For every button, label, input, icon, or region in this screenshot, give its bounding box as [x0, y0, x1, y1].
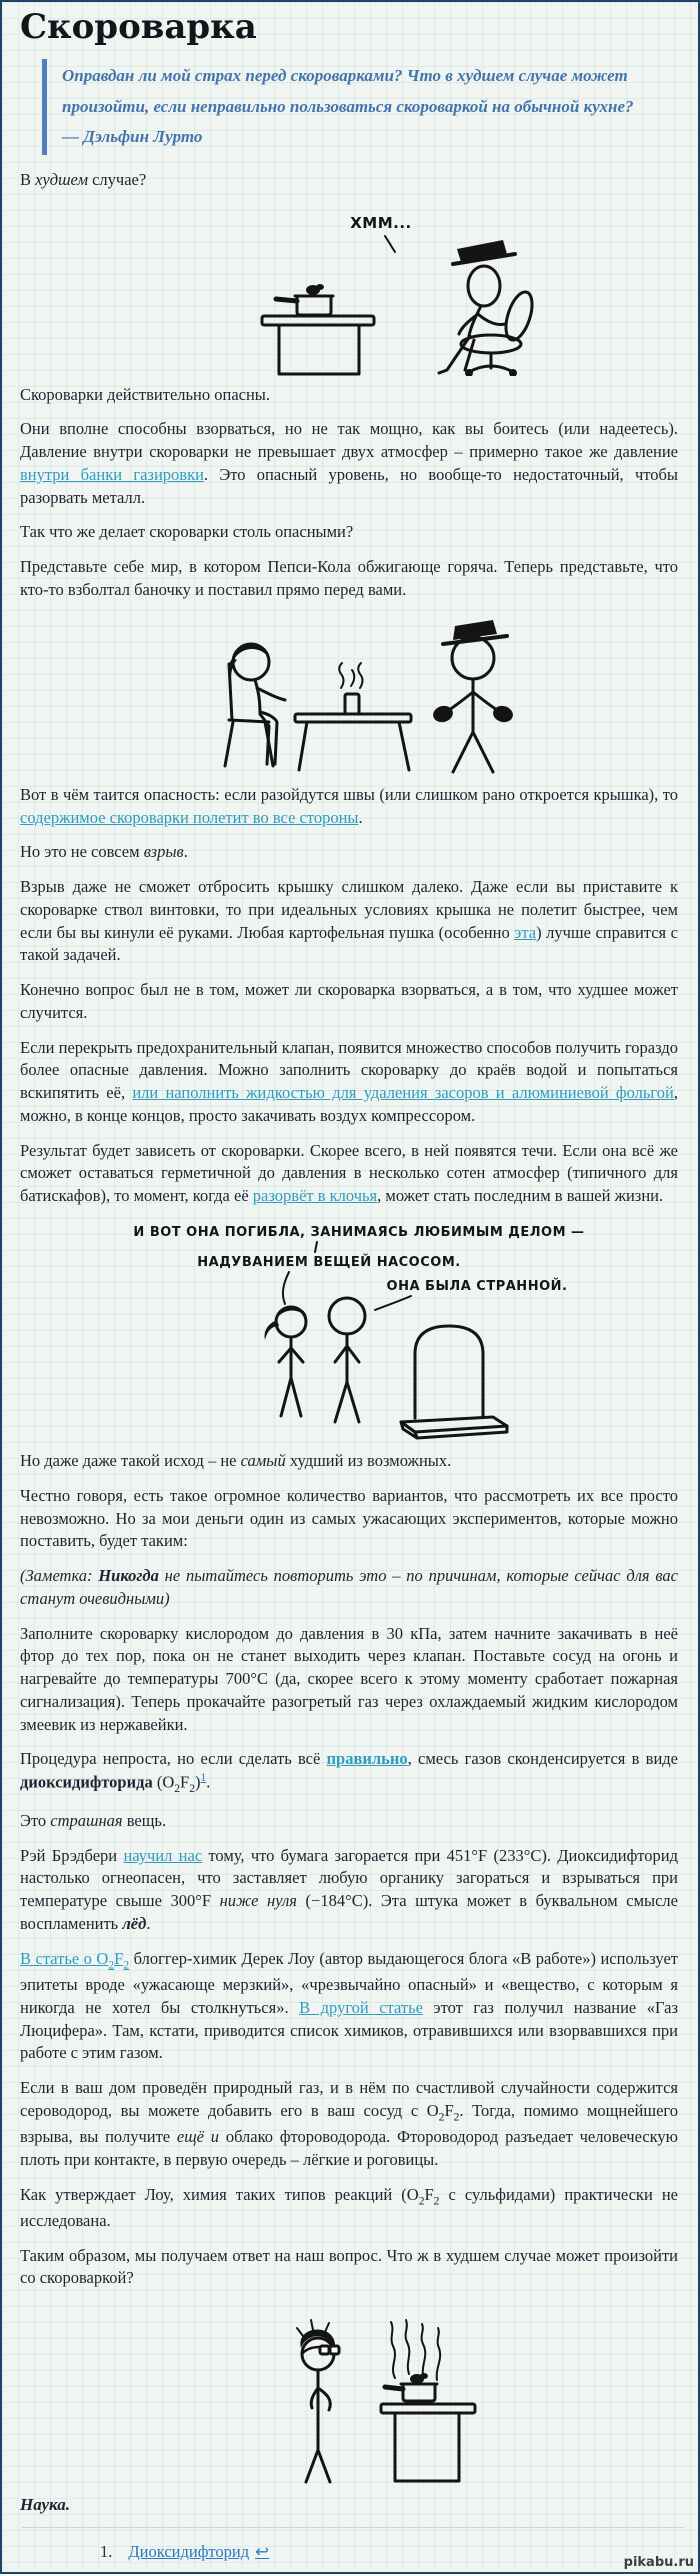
table-leg	[399, 722, 409, 770]
steam	[391, 2322, 395, 2378]
o2f2-article-link[interactable]: F	[114, 1948, 124, 1968]
o2f2-article-link[interactable]: 2	[123, 1959, 130, 1972]
text-run: . Это опасный уровень, но вообще-то недостаточный, чтобы разорвать металл.	[20, 464, 678, 507]
paragraph	[20, 2077, 678, 2172]
text-run: Они вполне способны взорваться, но не так мощно, как вы боитесь (или надеетесь). Давление внутри скороварки не превышает двух атмосфер – примерно такое же давление	[20, 419, 678, 462]
paragraph	[20, 876, 678, 967]
text-run: 2	[418, 2194, 425, 2207]
text-run: страшная	[50, 1810, 123, 1830]
drain-cleaner-link[interactable]: или наполнить жидкостью для удаления засоров и алюминиевой фольгой	[132, 1083, 674, 1103]
science-label: Наука.	[20, 2495, 70, 2515]
pot-handle	[385, 2387, 403, 2389]
text-run: ниже нуля	[219, 1891, 297, 1911]
chair-seat	[229, 720, 269, 722]
speech-pointer	[385, 236, 395, 252]
footnote-marker: 1.	[100, 2542, 113, 2561]
man-leg	[453, 732, 473, 772]
footnotes-section	[2, 2527, 698, 2572]
paragraph	[20, 841, 678, 864]
correctly-link[interactable]: правильно	[326, 1749, 408, 1769]
paragraph	[20, 1140, 678, 1208]
man-arm	[335, 1346, 347, 1362]
footnote-ref-link[interactable]: 1	[200, 1772, 207, 1785]
comic-caption: НАДУВАНИЕМ ВЕЩЕЙ НАСОСОМ.	[197, 1255, 461, 1271]
comic-pondering-cooker	[29, 204, 669, 376]
text-run: худшем	[35, 169, 88, 189]
text-run: .	[206, 1772, 211, 1792]
text-run: . Тогда, помимо мощнейшего взрыва, вы получите	[20, 2100, 679, 2147]
text-run: с сульфидами) практически не исследована.	[20, 2184, 678, 2230]
footnote-list	[20, 2542, 686, 2562]
potato-cannon-link[interactable]: эта	[514, 922, 537, 942]
scientist-leg	[318, 2450, 330, 2482]
table-pedestal	[395, 2413, 459, 2481]
chair-wheel	[467, 370, 472, 375]
speech-pointer	[283, 1272, 289, 1304]
goggles	[330, 2346, 339, 2354]
steam	[339, 663, 343, 688]
woman-arm	[257, 688, 285, 700]
text-run: Никогда	[98, 1566, 159, 1586]
paragraph	[20, 1810, 678, 1833]
pressure-cooker-pot	[297, 296, 331, 315]
text-run: .	[183, 842, 188, 862]
paragraph	[20, 979, 678, 1025]
footnote-return-link[interactable]: ↩	[255, 2542, 269, 2561]
chair-back	[229, 664, 232, 720]
text-run: Скороварки действительно опасны.	[20, 384, 271, 404]
text-run: (O	[152, 1772, 175, 1792]
pot-handle	[276, 299, 297, 301]
text-run: В	[20, 169, 36, 189]
text-run: .	[146, 1913, 151, 1933]
text-run: вещь.	[122, 1810, 167, 1830]
man-leg	[347, 1382, 359, 1422]
text-run: Это	[20, 1810, 51, 1830]
page-title: Скороварка	[20, 7, 257, 47]
speech-hmm: ХММ...	[350, 213, 412, 232]
taught-us-link[interactable]: научил нас	[123, 1845, 203, 1865]
chair-wheel	[511, 370, 516, 375]
article-content	[2, 2, 698, 2515]
text-run: ещё и	[176, 2127, 220, 2147]
text-run: Вот в чём таится опасность: если разойдутся швы (или слишком рано откроется крышка), то	[20, 784, 678, 804]
text-run: облако фтороводорода. Фтороводород разъедает человеческую плоть при контакте, в первую очередь – лёгкие и роговицы.	[20, 2127, 678, 2169]
quote-text: Оправдан ли мой страх перед скороварками? Что в худшем случае может произойти, если неправильно пользоваться скороваркой на обычной кухне?	[62, 66, 634, 116]
paragraph	[20, 1748, 678, 1797]
scientist-arm	[318, 2388, 330, 2410]
text-run: F	[444, 2100, 454, 2120]
footnote-item	[100, 2542, 686, 2562]
text-run: Процедура непроста, но если сделать всё	[20, 1749, 327, 1769]
pressure-cooker-pot	[403, 2384, 435, 2401]
o2f2-article-link[interactable]: В статье о O	[20, 1948, 109, 1968]
woman-hair	[277, 1307, 307, 1318]
text-run: Но это не совсем	[20, 842, 144, 862]
comic-caption: И ВОТ ОНА ПОГИБЛА, ЗАНИМАЯСЬ ЛЮБИМЫМ ДЕЛОМ —	[133, 1225, 585, 1241]
watermark: pikabu.ru	[623, 2555, 694, 2570]
paragraph	[20, 1623, 678, 1737]
text-run: Таким образом, мы получаем ответ на наш вопрос. Что ж в худшем случае может произойти со скороваркой?	[20, 2245, 678, 2288]
paragraph	[20, 169, 678, 192]
paragraph	[20, 1485, 678, 1553]
text-run: 2	[189, 1783, 196, 1795]
steam	[351, 670, 354, 686]
text-run: Заполните скороварку кислородом до давления в 30 кПа, затем начните закачивать в неё фтор до тех пор, пока он не станет выходить через клапан. Поставьте сосуд на огонь и нагревайте до температуры 700°C (да, скорее всего к этому моменту сработает пожарная сигнализация). Теперь прокачайте разогретый газ через охлаждаемый жидким кислородом змеевик из нержавейки.	[20, 1623, 678, 1734]
paragraph	[20, 521, 678, 544]
text-run: ) лучше справится с такой задачей.	[20, 922, 678, 965]
paragraph	[20, 784, 678, 830]
speech-she-was-weird: ОНА БЫЛА СТРАННОЙ.	[386, 1279, 568, 1295]
steam	[406, 2320, 410, 2374]
paragraph	[20, 384, 678, 407]
steam	[358, 663, 362, 688]
text-run: , может стать последним в вашей жизни.	[377, 1186, 664, 1206]
o2f2-article-link[interactable]: 2	[108, 1959, 115, 1972]
comic-gravestone	[29, 1220, 669, 1442]
text-run: Но даже даже такой исход – не	[20, 1451, 241, 1471]
text-run: , смесь газов сконденсируется в виде	[407, 1749, 678, 1769]
man-leg	[335, 1382, 347, 1422]
caption-connector	[315, 1242, 317, 1252]
man-arm	[473, 692, 497, 710]
paragraph	[20, 2245, 678, 2291]
text-run: лёд	[122, 1913, 147, 1933]
paragraph	[20, 1037, 678, 1128]
gravestone-base	[401, 1417, 507, 1432]
man-arm	[347, 1346, 359, 1362]
steam	[422, 2324, 426, 2376]
text-run: 2	[433, 2194, 440, 2207]
text-run: самый	[240, 1451, 286, 1471]
gravestone	[415, 1326, 483, 1418]
woman-leg	[281, 1378, 291, 1416]
paragraph	[20, 1948, 678, 2065]
text-run: тому, что бумага загорается при 451°F (233°C). Диоксидифторид настолько огнеопасен, что заставляет любую органику загораться и взрываться при температуре свыше 300°F	[20, 1845, 678, 1911]
table-pedestal	[279, 325, 359, 374]
woman-body	[255, 680, 260, 712]
man-head	[329, 1298, 365, 1334]
text-run: F	[424, 2184, 434, 2204]
comic-hot-soda	[29, 614, 669, 776]
text-run: Представьте себе мир, в котором Пепси-Кола обжигающе горяча. Теперь представьте, что кто-то взболтал баночку и поставил прямо перед вами.	[20, 557, 678, 599]
text-run: Честно говоря, есть такое огромное количество вариантов, что рассмотреть их все просто невозможно. Но за мои деньги один из самых ужасающих экспериментов, которые можно поставить, будет таким:	[20, 1485, 678, 1551]
text-run: худший из возможных.	[285, 1451, 452, 1471]
text-run: Если перекрыть предохранительный клапан, появится множество способов получить гораздо более опасные давления. Можно заполнить скороварку до краёв водой и попытаться вскипятить её,	[20, 1037, 678, 1103]
text-run: 2	[453, 2111, 460, 2124]
text-run: не пытайтесь повторить это – по причинам, которые сейчас для вас станут очевидными)	[20, 1566, 678, 1608]
another-article-link[interactable]: В другой статье	[299, 1997, 423, 2017]
question-quote	[42, 59, 650, 155]
torn-to-shreds-link[interactable]: разорвёт в клочья	[252, 1186, 378, 1206]
speech-pointer	[375, 1296, 411, 1310]
text-run: , можно, в конце концов, просто закачивать воздух компрессором.	[20, 1083, 678, 1125]
man-head	[452, 637, 494, 679]
text-run: Так что же делает скороварки столь опасными?	[20, 522, 354, 542]
table-leg	[299, 722, 307, 770]
pot-knob-small	[316, 284, 324, 290]
text-run: (−184°C). Эта штука может в буквальном смысле воспламенить	[20, 1891, 678, 1933]
paragraph	[20, 1565, 678, 1611]
chair-leg	[225, 722, 233, 766]
text-run: Если в ваш дом проведён природный газ, и в нём по счастливой случайности содержится сероводород, вы можете добавить его в ваш сосуд с O	[20, 2078, 678, 2120]
text-run: .	[358, 807, 363, 827]
woman-leg	[291, 1378, 301, 1416]
soda-can	[345, 694, 359, 714]
footnote-divider	[22, 2527, 684, 2528]
text-run: 2	[174, 1783, 181, 1795]
leg-back	[465, 340, 474, 370]
gravestone-base-front	[401, 1422, 417, 1438]
footnote-dioxygen-link[interactable]: Диоксидифторид	[128, 2542, 250, 2561]
paragraph	[20, 1450, 678, 1473]
text-run: F	[180, 1772, 190, 1792]
scientist-leg	[306, 2450, 318, 2482]
text-run: (Заметка:	[20, 1566, 99, 1586]
woman-arm	[279, 1348, 291, 1362]
text-run: блоггер-химик Дерек Лоу (автор выдающегося блога «В работе») использует эпитеты вроде «ужасающе мерзкий», «чрезвычайно опасный» и «вещество, с которым я никогда не хотел бы столкнуться».	[20, 1948, 678, 2017]
text-run: Как утверждает Лоу, химия таких типов реакций (O	[20, 2184, 419, 2204]
quote-attribution: — Дэльфин Лурто	[62, 127, 203, 147]
goggles	[320, 2346, 329, 2354]
woman-arm	[291, 1348, 303, 1362]
paragraph	[20, 418, 678, 509]
text-run: взрыв	[143, 842, 184, 862]
steam	[437, 2328, 440, 2380]
paragraph	[20, 2184, 678, 2233]
contents-fly-link[interactable]: содержимое скороварки полетит во все стороны	[20, 807, 359, 827]
text-run: Результат будет зависеть от скороварки. Скорее всего, в ней появятся течи. Если она всё же сможет оставаться герметичной до давления в несколько сотен атмосфер (типичного для батискафов), то момент, когда её	[20, 1140, 678, 1206]
text-run: случае?	[87, 169, 147, 189]
arm-back	[478, 314, 505, 325]
paragraph	[20, 1845, 678, 1936]
text-run: Конечно вопрос был не в том, может ли скороварка взорваться, а в том, что худшее может случится.	[20, 980, 678, 1022]
text-run: диоксидифторида	[20, 1772, 153, 1792]
text-run: этот газ получил название «Газ Люцифера». Там, кстати, приводится список химиков, отравившихся или взорвавшихся при работе с этим газом.	[20, 1997, 678, 2063]
man-arm	[449, 692, 473, 710]
text-run: 2	[438, 2111, 445, 2124]
head	[468, 266, 500, 306]
text-run: )	[195, 1772, 201, 1792]
text-run: Взрыв даже не сможет отбросить крышку слишком далеко. Даже если вы приставите к скороварке ствол винтовки, то при идеальных условиях крышка не полетит быстрее, чем если бы вы кинули её руками. Любая картофельная пушка (особенно	[20, 877, 678, 942]
soda-can-link[interactable]: внутри банки газировки	[20, 464, 204, 484]
comic-scientist-goggles	[29, 2302, 669, 2485]
man-leg	[473, 732, 493, 772]
text-run: Рэй Брэдбери	[20, 1845, 124, 1865]
paragraph	[20, 556, 678, 602]
arm-front	[459, 314, 478, 334]
